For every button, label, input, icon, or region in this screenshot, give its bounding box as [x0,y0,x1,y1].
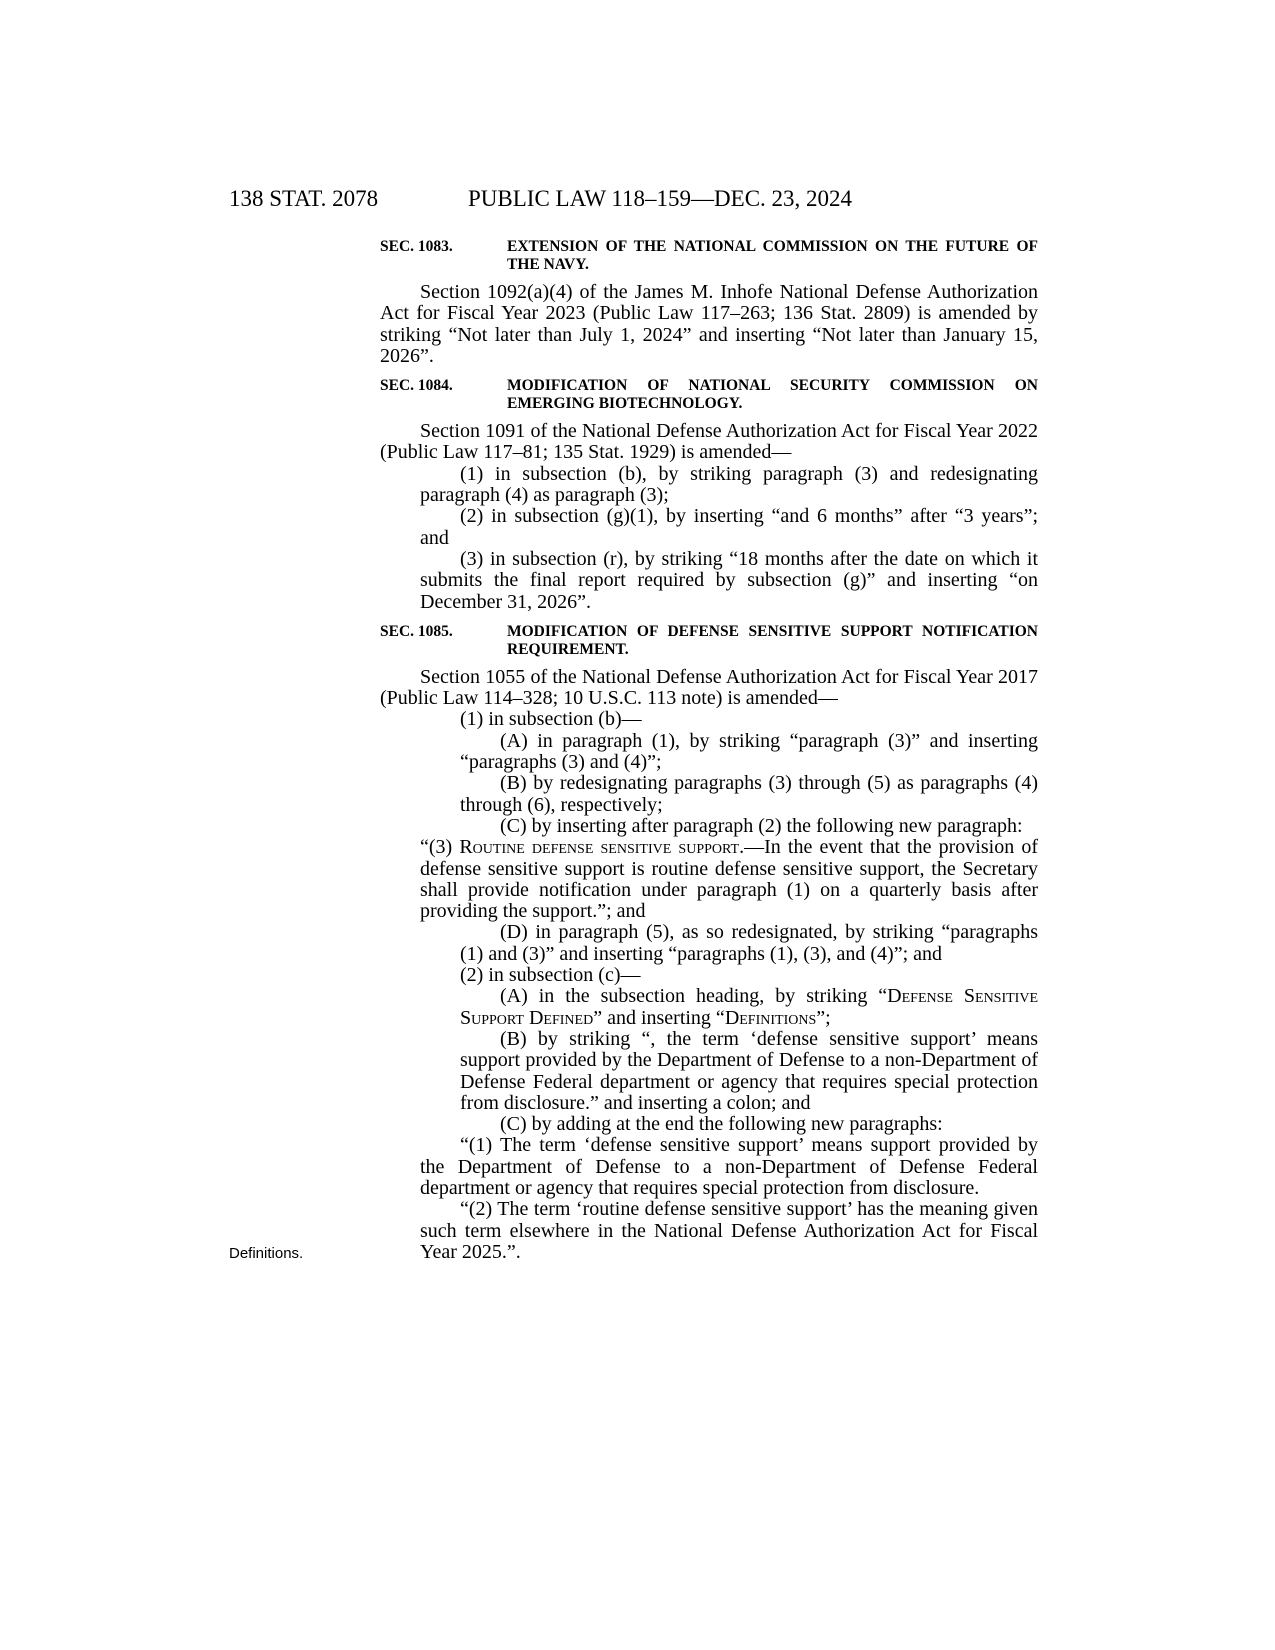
quoted-heading: Routine defense sensitive support [459,836,740,859]
subparagraph-1b: (B) by redesignating paragraphs (3) through (5) as paragraphs (4) through (6), respectively; [460,772,1038,816]
section-title: MODIFICATION OF DEFENSE SENSITIVE SUPPORT NOTIFICATION REQUIREMENT. [507,622,1038,658]
section-number: SEC. 1084. [380,377,453,395]
section-number: SEC. 1083. [380,238,453,255]
quoted-definition-1: “(1) The term ‘defense sensitive support’ means support provided by the Department of Defense to a non-Department of Defense Federal department or agency that requires special protection from disclosure. [420,1134,1038,1199]
running-head: PUBLIC LAW 118–159—DEC. 23, 2024 [468,186,853,211]
quoted-paragraph-3: “(3) Routine defense sensitive support.—In the event that the provision of defense sensitive support is routine defense sensitive support, the Secretary shall provide notification under paragraph (1) on a quarterly basis after providing the support.”; and [420,836,1038,923]
section-title: MODIFICATION OF NATIONAL SECURITY COMMISSION ON EMERGING BIOTECHNOLOGY. [507,377,1038,413]
quoted-definition-2: “(2) The term ‘routine defense sensitive support’ has the meaning given such term elsewhere in the National Defense Authorization Act for Fiscal Year 2025.”. [420,1198,1038,1263]
paragraph-1: (1) in subsection (b)— [460,708,642,731]
section-1084-item: (3) in subsection (r), by striking “18 months after the date on which it submits the final report required by subsection (g)” and inserting “on December 31, 2026”. [420,547,1038,613]
section-1084-lead: Section 1091 of the National Defense Authorization Act for Fiscal Year 2022 (Public Law 117–81; 135 Stat. 1929) is amended— [380,420,1038,464]
section-title: EXTENSION OF THE NATIONAL COMMISSION ON THE FUTURE OF THE NAVY. [507,238,1038,273]
subparagraph-1c: (C) by inserting after paragraph (2) the following new paragraph: [500,814,1023,837]
subparagraph-1d: (D) in paragraph (5), as so redesignated, by striking “paragraphs (1) and (3)” and inserting “paragraphs (1), (3), and (4)”; and [460,921,1038,965]
page-identifier: 138 STAT. 2078 [229,186,379,211]
section-1085-heading [380,623,1038,659]
section-1084-heading [380,377,1038,413]
subparagraph-1a: (A) in paragraph (1), by striking “paragraph (3)” and inserting “paragraphs (3) and (4)”; [460,729,1038,774]
section-1083-text: Section 1092(a)(4) of the James M. Inhofe National Defense Authorization Act for Fiscal Year 2023 (Public Law 117–263; 136 Stat. 2809) is amended by striking “Not later than July 1, 2024” and inserting “Not later than January 15, 2026”. [380,281,1038,367]
subparagraph-2b: (B) by striking “, the term ‘defense sensitive support’ means support provided by the Department of Defense to a non-Department of Defense Federal department or agency that requires special protection from disclosure.” and inserting a colon; and [460,1027,1038,1114]
section-number: SEC. 1085. [380,622,453,640]
section-1083-heading [380,238,1038,274]
document-body [380,238,1038,1263]
paragraph-2: (2) in subsection (c)— [460,964,641,987]
subparagraph-2a: (A) in the subsection heading, by striking “Defense Sensitive Support Defined” and inserting “Definitions”; [460,985,1038,1029]
section-1084-item: (1) in subsection (b), by striking paragraph (3) and redesignating paragraph (4) as paragraph (3); [420,462,1038,507]
margin-note-definitions: Definitions. [229,1245,304,1262]
subparagraph-2c: (C) by adding at the end the following new paragraphs: [500,1113,943,1136]
section-1084-item: (2) in subsection (g)(1), by inserting “and 6 months” after “3 years”; and [420,505,1038,549]
section-1085-lead: Section 1055 of the National Defense Authorization Act for Fiscal Year 2017 (Public Law 114–328; 10 U.S.C. 113 note) is amended— [380,665,1038,710]
